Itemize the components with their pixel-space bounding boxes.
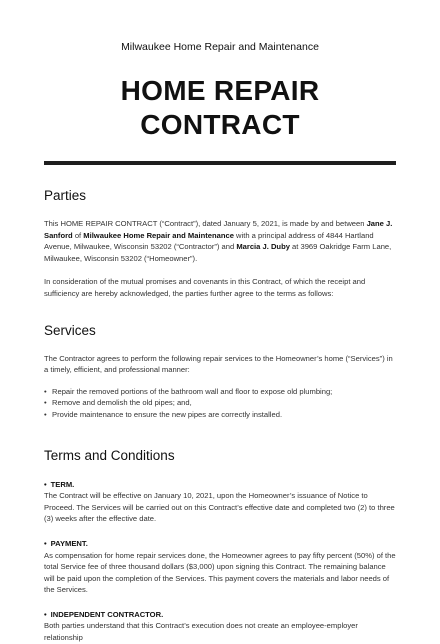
party-name-contractor: Milwaukee Home Repair and Maintenance — [83, 230, 234, 240]
independent-contractor-item — [44, 609, 396, 644]
document-title: HOME REPAIR CONTRACT — [120, 75, 320, 140]
payment-text: As compensation for home repair services done, the Homeowner agrees to pay fifty percent (50%) of the total Service fee of three thousand dollars ($3,000) upon signing this Contract. The remaining balance will be paid upon the completion of the Services. This payment covers the materials and labor needs of the Services. — [44, 550, 396, 595]
company-name: Milwaukee Home Repair and Maintenance — [121, 41, 319, 53]
party-name-sanford: Jane J. Sanford — [44, 219, 393, 240]
bullet-icon: • — [44, 479, 47, 489]
independent-contractor-label: INDEPENDENT CONTRACTOR. — [50, 609, 164, 619]
payment-label-row — [44, 538, 396, 550]
list-item: • Remove and demolish the old pipes; and, — [44, 397, 396, 409]
party-name-duby: Marcia J. Duby — [236, 242, 290, 252]
parties-section — [44, 187, 396, 300]
services-intro: The Contractor agrees to perform the following repair services to the Homeowner’s home (“Services”) in a timely, efficient, and professional manner: — [44, 353, 393, 375]
term-item — [44, 479, 396, 525]
bullet-icon: • — [44, 538, 47, 548]
list-item: • Provide maintenance to ensure the new pipes are correctly installed. — [44, 409, 396, 421]
parties-paragraph — [44, 218, 396, 264]
services-section — [44, 322, 396, 421]
term-label-row — [44, 479, 396, 491]
parties-heading: Parties — [44, 188, 87, 203]
bullet-icon: • — [44, 609, 47, 619]
parties-text-b: of — [72, 230, 84, 240]
independent-contractor-label-row — [44, 609, 396, 621]
terms-heading: Terms and Conditions — [44, 447, 175, 463]
independent-contractor-text: Both parties understand that this Contract’s execution does not create an employee-employer relationship — [44, 621, 358, 643]
parties-text-c: with a principal address of 4844 Hartland Avenue, Milwaukee, Wisconsin 53202 (“Contractor”) and — [44, 230, 374, 252]
payment-label: PAYMENT. — [50, 538, 88, 548]
terms-section — [44, 447, 396, 644]
payment-item — [44, 538, 396, 596]
services-list — [44, 386, 396, 421]
term-text: The Contract will be effective on January 10, 2021, upon the Homeowner’s issuance of Notice to Proceed. The Services will be carried out on this Contract’s effective date and completed two (2) to three (3) weeks after the effective date. — [44, 491, 395, 524]
term-label: TERM. — [50, 479, 75, 489]
services-heading: Services — [44, 322, 96, 338]
consideration-paragraph: In consideration of the mutual promises and covenants in this Contract, of which the receipt and sufficiency are hereby acknowledged, the parties further agree to the terms as follows: — [44, 277, 366, 298]
title-divider — [44, 161, 396, 165]
list-item: • Repair the removed portions of the bathroom wall and floor to expose old plumbing; — [44, 386, 396, 398]
parties-text-a: This HOME REPAIR CONTRACT (“Contract”), dated January 5, 2021, is made by and between — [44, 219, 367, 228]
parties-text-d: at 3969 Oakridge Farm Lane, Milwaukee, Wisconsin 53202 (“Homeowner”). — [44, 242, 392, 263]
